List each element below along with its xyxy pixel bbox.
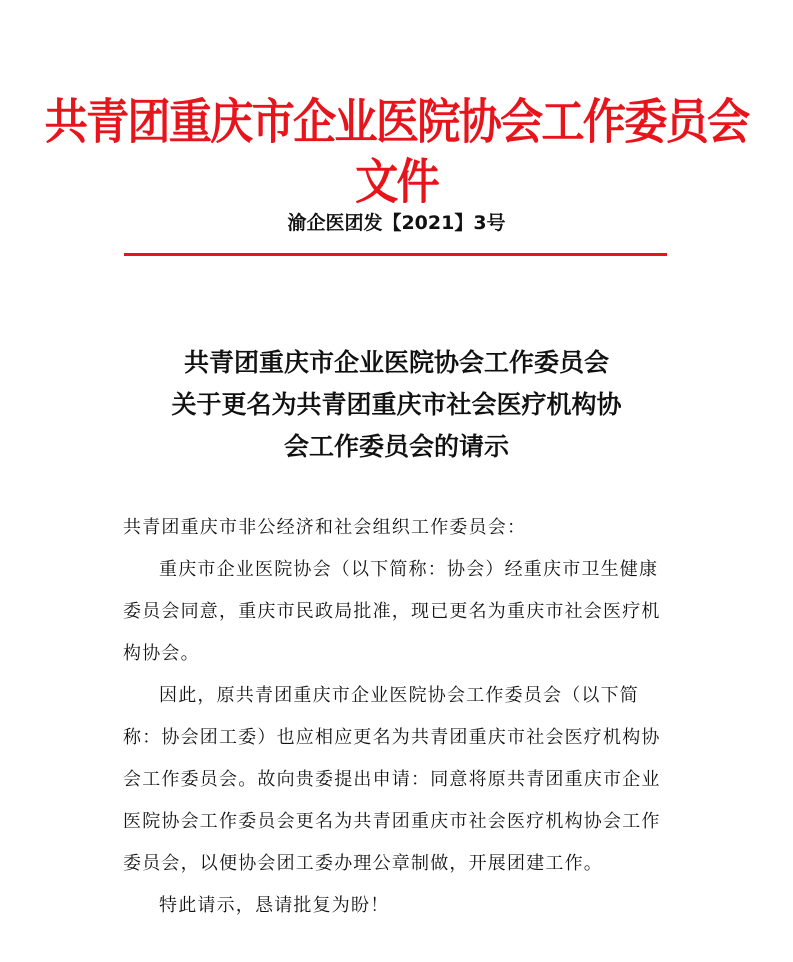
document-title	[40, 342, 753, 468]
title-line-1: 共青团重庆市企业医院协会工作委员会	[183, 348, 609, 377]
document-number: 渝企医团发【2021】3号	[287, 212, 506, 234]
paragraph-2: 因此，原共青团重庆市企业医院协会工作委员会（以下简称：协会团工委）也应相应更名为共青团重庆市社会医疗机构协会工作委员会。故向贵委提出申请：同意将原共青团重庆市企业医院协会工作委员会更名为共青团重庆市社会医疗机构协会工作委员会，以便协会团工委办理公章制做，开展团建工作。	[123, 685, 661, 874]
document-header: 共青团重庆市企业医院协会工作委员会文件	[44, 94, 749, 210]
title-line-3: 会工作委员会的请示	[283, 432, 509, 461]
header-divider	[124, 253, 667, 256]
title-line-2: 关于更名为共青团重庆市社会医疗机构协	[171, 390, 622, 419]
document-body	[123, 507, 674, 927]
paragraph-3: 特此请示，恳请批复为盼！	[159, 895, 390, 916]
salutation: 共青团重庆市非公经济和社会组织工作委员会：	[123, 517, 527, 538]
paragraph-1: 重庆市企业医院协会（以下简称：协会）经重庆市卫生健康委员会同意，重庆市民政局批准，现已更名为重庆市社会医疗机构协会。	[123, 559, 661, 664]
